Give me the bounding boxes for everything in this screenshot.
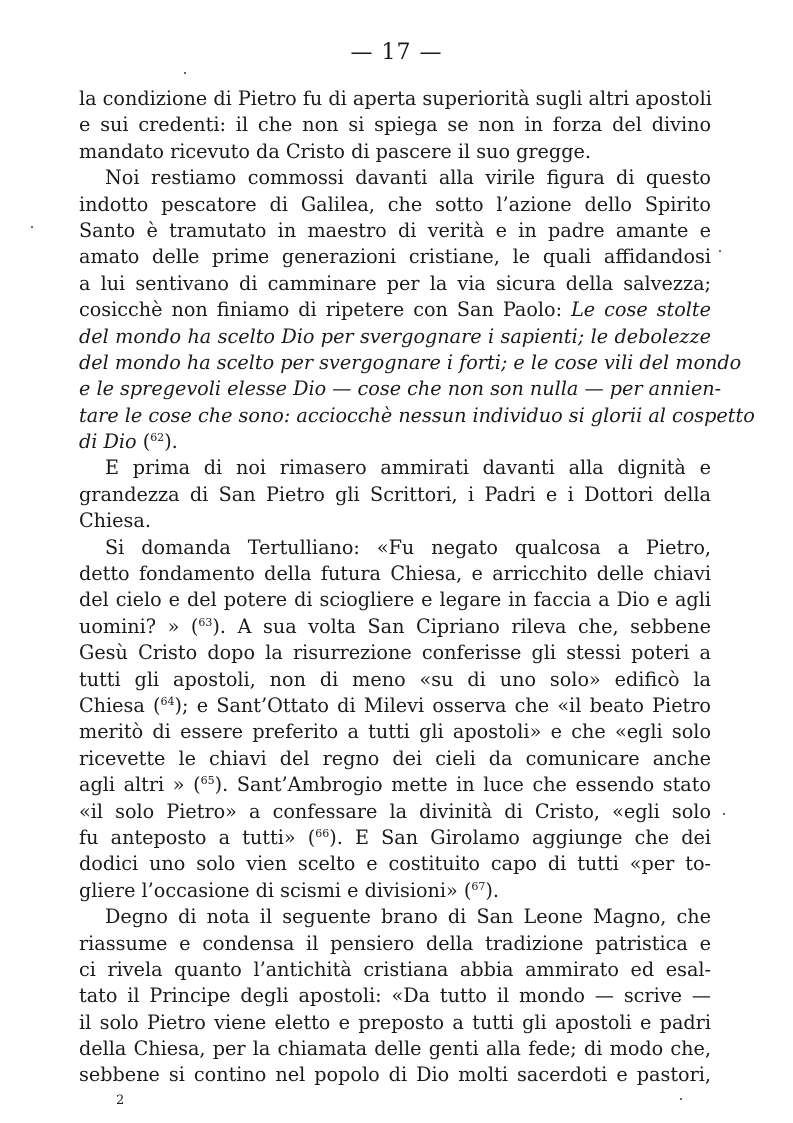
- text-line: [79, 719, 711, 745]
- text-line: [79, 1062, 711, 1088]
- italic-text: e le spregevoli elesse Dio — cose che non son nulla — per annien-: [79, 377, 722, 401]
- text-line: [79, 561, 711, 587]
- text-line: [79, 1010, 711, 1036]
- print-speck: [723, 813, 725, 815]
- text-segment: il solo Pietro viene eletto e preposto a tutti gli apostoli e padri: [79, 1010, 711, 1034]
- text-segment: ). E San Girolamo aggiunge che dei: [329, 825, 712, 849]
- text-segment: cosicchè non finiamo di ripetere con San Paolo:: [79, 298, 572, 322]
- text-segment: la condizione di Pietro fu di aperta superiorità sugli altri apostoli: [79, 87, 712, 110]
- text-line: [79, 587, 711, 613]
- text-segment: a lui sentivano di camminare per la via sicura della salvezza;: [79, 271, 711, 295]
- italic-text: di Dio: [79, 430, 137, 454]
- text-line: [79, 165, 711, 191]
- text-segment: E prima di noi rimasero ammirati davanti alla dignità e: [105, 456, 711, 480]
- text-line: [79, 139, 711, 165]
- text-line: [79, 772, 711, 798]
- footnote-ref: 67: [471, 879, 486, 893]
- text-segment: sebbene si contino nel popolo di Dio molti sacerdoti e pastori,: [79, 1063, 711, 1087]
- text-line: [79, 482, 711, 508]
- italic-text: del mondo ha scelto per svergognare i forti; e le cose vili del mondo: [79, 350, 742, 374]
- text-segment: riassume e condensa il pensiero della tradizione patristica e: [79, 931, 711, 955]
- text-line: [79, 614, 711, 640]
- text-segment: uomini? » (: [79, 614, 199, 638]
- text-line: [79, 403, 755, 429]
- text-segment: amato delle prime generazioni cristiane, le quali affidandosi: [79, 245, 711, 269]
- print-speck: [31, 226, 33, 228]
- text-segment: Gesù Cristo dopo la risurrezione conferisse gli stessi poteri a: [79, 641, 711, 665]
- text-segment: grandezza di San Pietro gli Scrittori, i Padri e i Dottori della: [79, 482, 711, 506]
- text-line: [79, 535, 711, 561]
- text-segment: Noi restiamo commossi davanti alla virile figura di questo: [105, 166, 711, 190]
- text-segment: agli altri » (: [79, 773, 201, 797]
- footnote-ref: 63: [198, 615, 213, 629]
- print-speck: [680, 1098, 682, 1100]
- text-line: [79, 350, 742, 376]
- text-segment: tato il Principe degli apostoli: «Da tutto il mondo — scrive —: [79, 984, 711, 1008]
- italic-text: tare le cose che sono: acciocchè nessun individuo si glorii al cospetto: [79, 403, 755, 427]
- text-segment: Degno di nota il seguente brano di San Leone Magno, che: [105, 905, 711, 929]
- text-line: [79, 429, 711, 455]
- text-line: [79, 931, 711, 957]
- footnote-ref: 66: [315, 826, 330, 840]
- text-segment: ricevette le chiavi del regno dei cieli da comunicare anche: [79, 746, 711, 770]
- text-segment: mandato ricevuto da Cristo di pascere il suo gregge.: [79, 139, 591, 163]
- text-line: [79, 983, 711, 1009]
- text-segment: meritò di essere preferito a tutti gli apostoli» e che «egli solo: [79, 720, 711, 744]
- text-segment: «il solo Pietro» a confessare la divinità di Cristo, «egli solo: [79, 799, 711, 823]
- text-line: [79, 693, 711, 719]
- footnote-ref: 65: [200, 774, 215, 788]
- text-line: [79, 851, 711, 877]
- text-segment: Santo è tramutato in maestro di verità e in padre amante e: [79, 218, 711, 242]
- text-line: [79, 324, 711, 350]
- text-line: [79, 192, 711, 218]
- text-segment: Si domanda Tertulliano: «Fu negato qualcosa a Pietro,: [105, 535, 711, 559]
- text-line: [79, 244, 711, 270]
- print-speck: [719, 250, 721, 252]
- text-segment: indotto pescatore di Galilea, che sotto l’azione dello Spirito: [79, 192, 711, 216]
- text-line: [79, 904, 711, 930]
- text-line: [79, 508, 711, 534]
- text-segment: ).: [485, 878, 499, 902]
- signature-mark: 2: [116, 1093, 125, 1108]
- text-line: [79, 271, 711, 297]
- text-segment: ). Sant’Ambrogio mette in luce che essendo stato: [214, 773, 711, 797]
- text-line: [79, 746, 711, 772]
- text-segment: ); e Sant’Ottato di Milevi osserva che «il beato Pietro: [174, 693, 711, 717]
- text-line: [79, 86, 711, 112]
- text-segment: ). A sua volta San Cipriano rileva che, sebbene: [212, 614, 712, 638]
- text-line: [79, 878, 711, 904]
- text-line: [79, 1036, 711, 1062]
- print-speck: [184, 72, 186, 74]
- italic-text: del mondo ha scelto Dio per svergognare i sapienti; le debolezze: [79, 324, 711, 348]
- text-line: [79, 218, 711, 244]
- text-segment: gliere l’occasione di scismi e divisioni» (: [79, 878, 472, 902]
- text-segment: tutti gli apostoli, non di meno «su di uno solo» edificò la: [79, 667, 711, 691]
- text-segment: della Chiesa, per la chiamata delle genti alla fede; di modo che,: [79, 1037, 711, 1061]
- footnote-ref: 62: [150, 431, 165, 445]
- text-segment: fu anteposto a tutti» (: [79, 825, 316, 849]
- text-segment: detto fondamento della futura Chiesa, e arricchito delle chiavi: [79, 562, 711, 586]
- text-line: [79, 112, 711, 138]
- text-segment: e sui credenti: il che non si spiega se non in forza del divino: [79, 113, 711, 137]
- italic-text: Le cose stolte: [571, 298, 711, 322]
- text-line: [79, 799, 711, 825]
- text-line: [79, 640, 711, 666]
- text-line: [79, 455, 711, 481]
- text-segment: Chiesa (: [79, 693, 161, 717]
- footnote-ref: 64: [160, 694, 175, 708]
- text-segment: del cielo e del potere di sciogliere e legare in faccia a Dio e agli: [79, 588, 711, 612]
- text-segment: ci rivela quanto l’antichità cristiana abbia ammirato ed esal-: [79, 957, 711, 981]
- text-line: [79, 297, 711, 323]
- text-segment: Chiesa.: [79, 509, 151, 533]
- text-segment: dodici uno solo vien scelto e costituito capo di tutti «per to-: [79, 852, 711, 876]
- page-number: — 17 —: [350, 40, 443, 65]
- text-segment: ).: [164, 430, 178, 454]
- text-line: [79, 376, 722, 402]
- body-text: [79, 86, 755, 1089]
- text-line: [79, 825, 711, 851]
- text-line: [79, 957, 711, 983]
- text-segment: (: [136, 430, 151, 454]
- text-line: [79, 667, 711, 693]
